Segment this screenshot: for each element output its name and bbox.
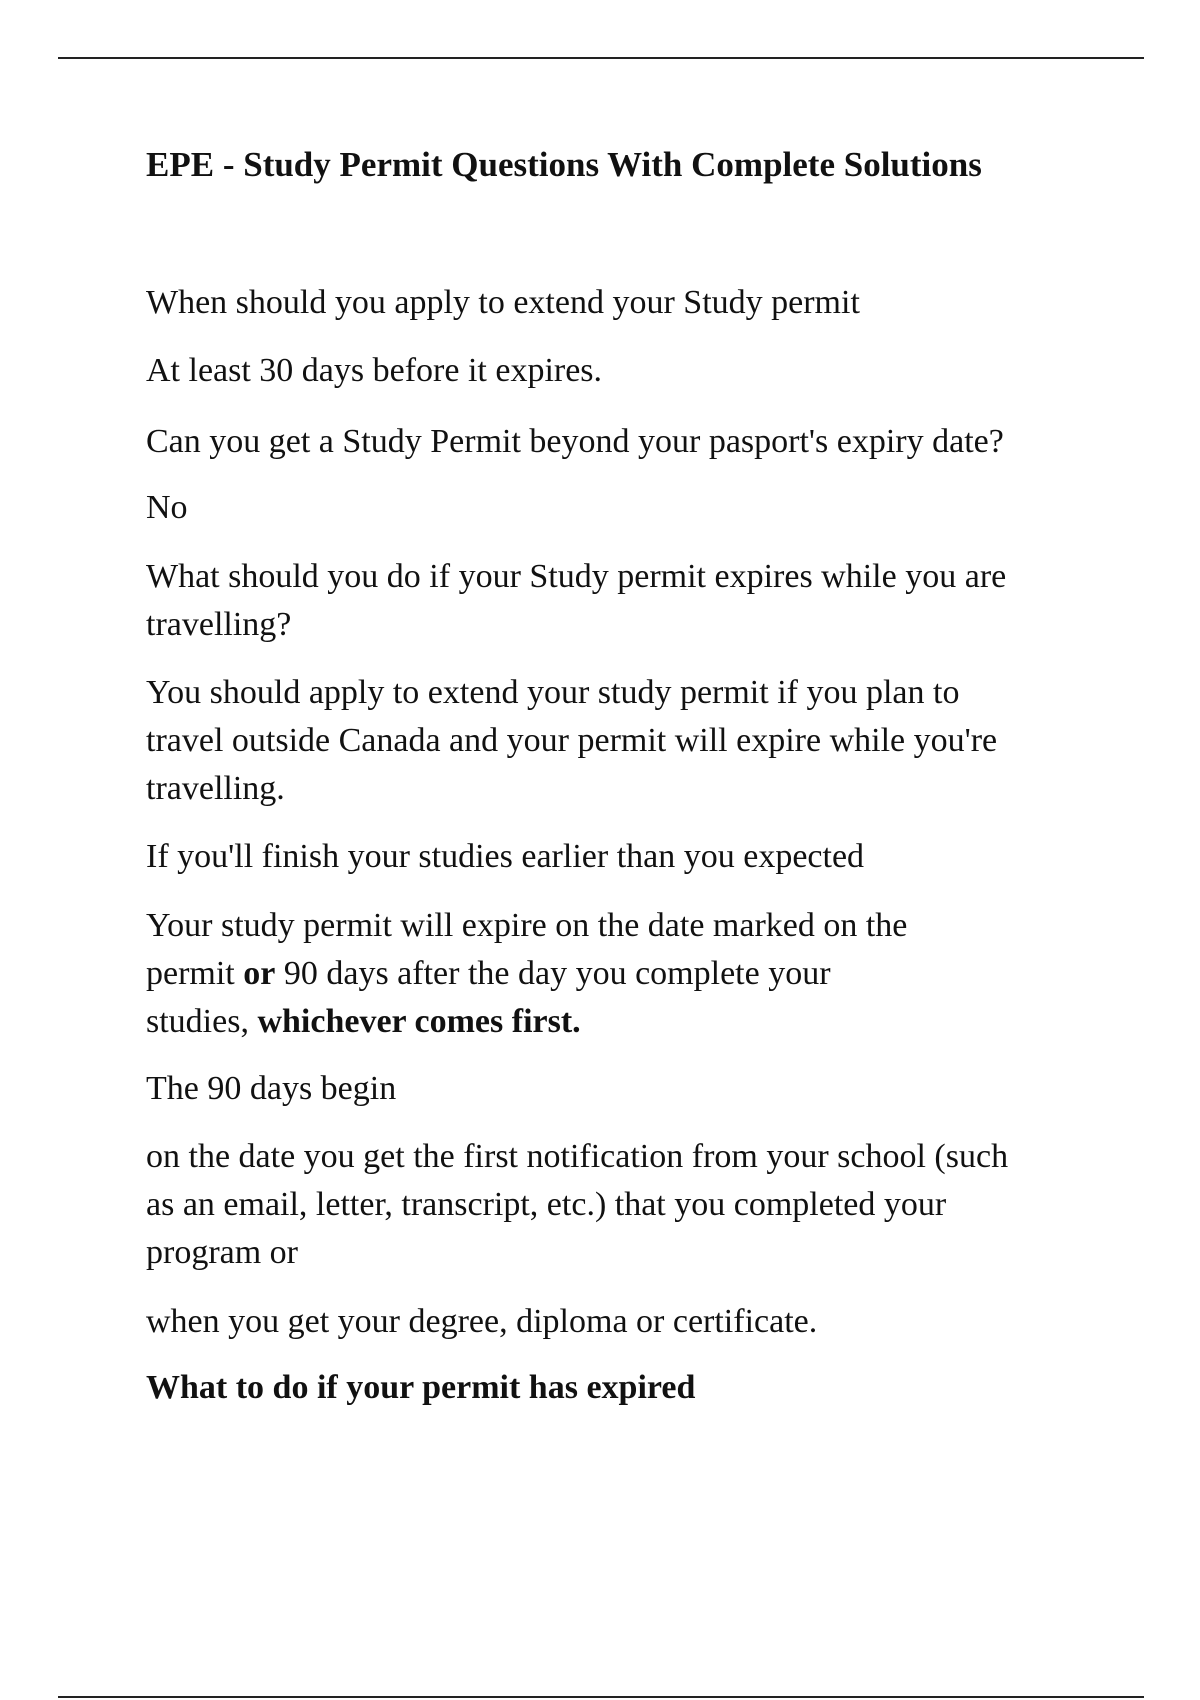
question-90-days-begin: The 90 days begin [146, 1070, 397, 1107]
answer-finish-line-2-pre: permit [146, 955, 244, 992]
answer-90-line-3: program or [146, 1234, 299, 1271]
question-passport-expiry: Can you get a Study Permit beyond your pasport's expiry date? [146, 423, 1004, 460]
answer-finish-whichever: whichever comes first. [257, 1003, 581, 1040]
answer-expires-while-travelling [146, 669, 1086, 813]
answer-90-line-1: on the date you get the first notification from your school (such [146, 1138, 1009, 1175]
heading-permit-expired: What to do if your permit has expired [146, 1369, 696, 1406]
top-rule [58, 57, 1144, 59]
answer-finish-or: or [243, 955, 276, 992]
answer-finish-line-2-post: 90 days after the day you complete your [275, 955, 831, 992]
answer-finish-line-3-pre: studies, [146, 1003, 258, 1040]
question-extend-permit: When should you apply to extend your Study permit [146, 284, 860, 321]
answer-passport-expiry: No [146, 489, 188, 526]
answer-90-line-2: as an email, letter, transcript, etc.) that you completed your [146, 1186, 947, 1223]
answer-90-days-begin [146, 1133, 1086, 1277]
document-title: EPE - Study Permit Questions With Complete Solutions [146, 145, 982, 184]
question-expires-while-travelling [146, 553, 1086, 649]
answer-90-days-degree: when you get your degree, diploma or certificate. [146, 1303, 818, 1340]
answer-expires-line-1: You should apply to extend your study permit if you plan to [146, 674, 960, 711]
answer-expires-line-3: travelling. [146, 770, 285, 807]
question-expires-line-2: travelling? [146, 606, 292, 643]
question-finish-early: If you'll finish your studies earlier than you expected [146, 838, 865, 875]
question-expires-line-1: What should you do if your Study permit expires while you are [146, 558, 1007, 595]
answer-finish-early [146, 902, 1086, 1046]
answer-expires-line-2: travel outside Canada and your permit will expire while you're [146, 722, 998, 759]
bottom-rule [58, 1696, 1144, 1698]
answer-extend-permit: At least 30 days before it expires. [146, 352, 603, 389]
answer-finish-line-1: Your study permit will expire on the date marked on the [146, 907, 908, 944]
